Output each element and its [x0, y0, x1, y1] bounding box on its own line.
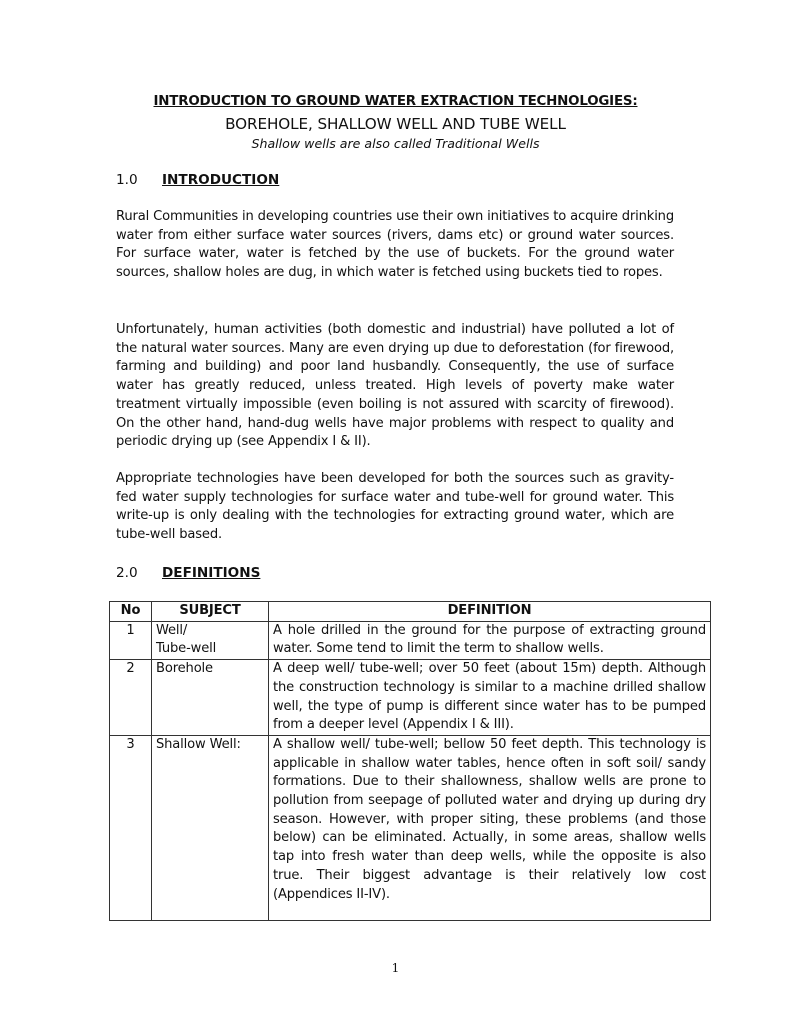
section-title: INTRODUCTION: [162, 172, 280, 188]
row-subject: [152, 621, 269, 659]
table-row: [110, 735, 711, 920]
section-definitions-heading: [116, 565, 260, 581]
row-subject: Borehole: [152, 660, 269, 736]
table-header-row: [110, 602, 711, 622]
page-number: 1: [391, 961, 400, 975]
column-header-definition: DEFINITION: [269, 602, 711, 622]
document-note: Shallow wells are also called Traditional Wells: [251, 136, 540, 151]
row-definition: A shallow well/ tube-well; bellow 50 feet depth. This technology is applicable in shallow water tables, hence often in soft soil/ sandy formations. Due to their shallowness, shallow wells are prone to pollution from seepage of polluted water and drying up during dry season. However, with proper siting, these problems (and those below) can be eliminated. Actually, in some areas, shallow wells tap into fresh water than deep wells, while the opposite is also true. Their biggest advantage is their relatively low cost (Appendices II-IV).: [269, 735, 711, 920]
section-number: 1.0: [116, 172, 138, 188]
intro-paragraph-2: Unfortunately, human activities (both domestic and industrial) have polluted a lot of the natural water sources. Many are even drying up due to deforestation (for firewood, farming and building) and poor land husbandly. Consequently, the use of surface water has greatly reduced, unless treated. High levels of poverty make water treatment virtually impossible (even boiling is not assured with scarcity of firewood). On the other hand, hand-dug wells have major problems with respect to quality and periodic drying up (see Appendix I & II).: [116, 322, 674, 450]
row-number: 2: [110, 660, 152, 736]
row-subject-line: Well/: [156, 622, 188, 638]
row-number: 3: [110, 735, 152, 920]
definitions-table: [109, 601, 711, 921]
section-introduction-heading: [116, 172, 279, 188]
row-subject: Shallow Well:: [152, 735, 269, 920]
section-number: 2.0: [116, 565, 138, 581]
table-row: [110, 660, 711, 736]
column-header-no: No: [110, 602, 152, 622]
column-header-subject: SUBJECT: [152, 602, 269, 622]
row-definition: A hole drilled in the ground for the purpose of extracting ground water. Some tend to limit the term to shallow wells.: [269, 621, 711, 659]
intro-paragraph-3: Appropriate technologies have been developed for both the sources such as gravity-fed water supply technologies for surface water and tube-well for ground water. This write-up is only dealing with the technologies for extracting ground water, which are tube-well based.: [116, 471, 674, 543]
table-row: [110, 621, 711, 659]
document-title: INTRODUCTION TO GROUND WATER EXTRACTION TECHNOLOGIES:: [153, 94, 638, 109]
intro-paragraph-1: Rural Communities in developing countries use their own initiatives to acquire drinking water from either surface water sources (rivers, dams etc) or ground water sources. For surface water, water is fetched by the use of buckets. For the ground water sources, shallow holes are dug, in which water is fetched using buckets tied to ropes.: [116, 209, 674, 281]
row-definition: A deep well/ tube-well; over 50 feet (about 15m) depth. Although the construction technology is similar to a machine drilled shallow well, the type of pump is different since water has to be pumped from a deeper level (Appendix I & III).: [269, 660, 711, 736]
document-subtitle: BOREHOLE, SHALLOW WELL AND TUBE WELL: [225, 115, 566, 133]
row-subject-line: Tube-well: [156, 641, 217, 657]
row-number: 1: [110, 621, 152, 659]
section-title: DEFINITIONS: [162, 565, 261, 581]
